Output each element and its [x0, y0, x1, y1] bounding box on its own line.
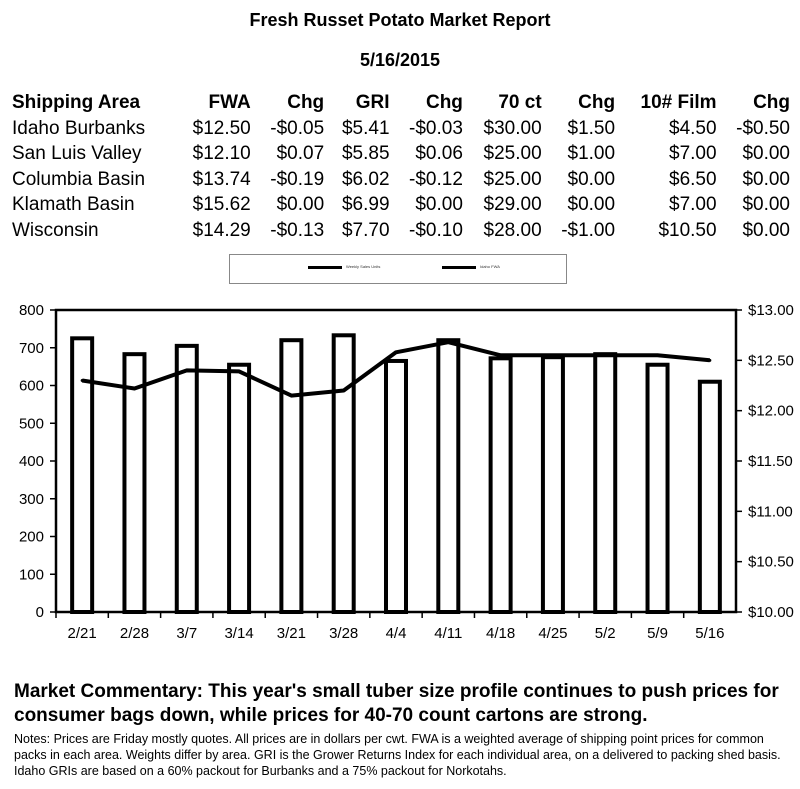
- price-cell: $14.29: [192, 219, 251, 241]
- price-cell: -$0.10: [409, 219, 463, 241]
- fwa-line-point: [708, 359, 711, 362]
- price-cell: $4.50: [669, 117, 717, 139]
- price-cell: $5.85: [341, 143, 390, 165]
- price-cell: $0.00: [567, 168, 616, 190]
- fwa-line-point: [185, 369, 188, 372]
- y-right-tick-label: $10.00: [748, 604, 794, 621]
- x-tick-label: 4/25: [538, 625, 568, 642]
- chart-legend: [229, 254, 567, 284]
- price-cell: $7.70: [341, 219, 390, 241]
- price-table-row: [10, 142, 792, 168]
- x-tick-label: 4/18: [486, 625, 516, 642]
- price-cell: $0.00: [415, 194, 463, 216]
- price-cell: -$1.00: [561, 219, 616, 241]
- fwa-line-point: [342, 389, 345, 392]
- x-tick-label: 4/11: [434, 625, 463, 642]
- legend-bar-label: Weekly Sales Units: [346, 264, 381, 269]
- x-tick-label: 5/2: [594, 625, 616, 642]
- bar: [700, 382, 720, 612]
- x-tick-label: 2/28: [119, 625, 150, 642]
- price-cell: $0.00: [742, 168, 790, 190]
- legend-line-swatch: [442, 266, 476, 269]
- price-cell: $1.00: [567, 143, 616, 165]
- x-tick-label: 5/9: [647, 625, 668, 642]
- price-cell: $29.00: [483, 194, 542, 216]
- y-right-tick-label: $12.00: [748, 402, 794, 420]
- price-cell: $25.00: [483, 143, 542, 165]
- price-table-header-row: [10, 90, 792, 116]
- price-cell: $0.00: [567, 194, 616, 216]
- y-left-tick-label: 0: [35, 604, 44, 621]
- y-right-tick-label: $11.50: [748, 453, 793, 470]
- bar: [334, 335, 354, 612]
- header-gri-chg: Chg: [425, 92, 463, 113]
- report-date: 5/16/2015: [359, 50, 441, 70]
- price-cell: -$0.13: [270, 219, 325, 241]
- y-right-tick-label: $12.50: [748, 352, 794, 370]
- price-cell: $25.00: [483, 168, 542, 190]
- x-tick-label: 2/21: [67, 625, 97, 642]
- header-fwa: FWA: [208, 92, 251, 113]
- bar: [648, 365, 668, 612]
- y-right-tick-label: $13.00: [748, 302, 794, 319]
- price-cell: $30.00: [483, 117, 542, 139]
- bar: [177, 346, 197, 612]
- fwa-line-point: [290, 394, 293, 397]
- bar: [124, 354, 144, 612]
- x-tick-label: 3/7: [176, 625, 198, 642]
- shipping-area-cell: Wisconsin: [12, 219, 99, 241]
- price-table-row: [10, 167, 792, 193]
- header-shipping-area: Shipping Area: [12, 92, 141, 113]
- shipping-area-cell: Idaho Burbanks: [12, 117, 146, 139]
- fwa-line-point: [656, 354, 659, 357]
- bar: [281, 340, 301, 612]
- price-cell: -$0.12: [409, 168, 463, 190]
- bar: [438, 340, 458, 612]
- price-cell: $1.50: [567, 117, 616, 139]
- header-70ct: 70 ct: [498, 92, 542, 113]
- shipping-area-cell: Klamath Basin: [12, 194, 135, 216]
- x-tick-label: 3/28: [329, 625, 359, 642]
- price-cell: $6.99: [341, 194, 390, 216]
- y-left-tick-label: 100: [18, 566, 44, 584]
- y-right-tick-label: $10.50: [748, 553, 794, 571]
- price-cell: -$0.03: [409, 117, 463, 139]
- bar: [229, 365, 249, 612]
- header-10film: 10# Film: [640, 92, 717, 113]
- bar: [491, 358, 511, 612]
- y-left-tick-label: 300: [18, 490, 44, 508]
- shipping-area-cell: Columbia Basin: [12, 168, 146, 190]
- header-gri: GRI: [355, 92, 390, 113]
- x-tick-label: 5/16: [695, 625, 725, 642]
- price-cell: $0.06: [415, 143, 463, 165]
- y-left-tick-label: 700: [18, 339, 44, 357]
- price-cell: $0.07: [276, 143, 325, 165]
- header-70ct-chg: Chg: [578, 92, 616, 113]
- price-cell: $6.50: [669, 168, 717, 190]
- x-tick-label: 3/14: [224, 625, 254, 642]
- legend-bar-swatch: [308, 266, 342, 269]
- y-left-tick-label: 800: [18, 302, 44, 319]
- price-cell: -$0.19: [270, 168, 325, 190]
- shipping-area-cell: San Luis Valley: [12, 143, 142, 165]
- fwa-line-point: [447, 341, 450, 344]
- fwa-line-point: [81, 379, 84, 382]
- price-cell: $12.10: [192, 143, 251, 165]
- price-table-row: [10, 218, 792, 244]
- bar: [386, 361, 406, 612]
- report-title: Fresh Russet Potato Market Report: [249, 10, 551, 30]
- price-cell: $5.41: [341, 117, 390, 139]
- price-table-row: [10, 193, 792, 219]
- price-cell: -$0.05: [270, 117, 325, 139]
- y-right-tick-label: $11.00: [748, 503, 793, 521]
- fwa-line-point: [499, 354, 502, 357]
- price-table: [10, 90, 792, 244]
- fwa-line-point: [133, 387, 136, 390]
- price-cell: $0.00: [742, 143, 790, 165]
- fwa-line-point: [238, 370, 241, 373]
- price-cell: $13.74: [192, 168, 251, 190]
- legend-line-label: Idaho FWA: [480, 264, 500, 269]
- price-cell: $7.00: [669, 143, 717, 165]
- x-tick-label: 4/4: [385, 625, 407, 642]
- fwa-line-point: [604, 354, 607, 357]
- price-cell: -$0.50: [736, 117, 790, 139]
- price-cell: $6.02: [341, 168, 390, 190]
- price-cell: $0.00: [276, 194, 325, 216]
- header-fwa-chg: Chg: [287, 92, 325, 113]
- header-10film-chg: Chg: [753, 92, 790, 113]
- fwa-line-point: [395, 351, 398, 354]
- price-cell: $7.00: [669, 194, 717, 216]
- price-cell: $12.50: [192, 117, 251, 139]
- notes: Notes: Prices are Friday mostly quotes. All prices are in dollars per cwt. FWA is a weighted average of shipping point prices for common packs in each area. Weights differ by area. GRI is the Grower Returns Index for each individual area, on a delivered to packing shed basis. Idaho GRIs are based on a 60% packout for Burbanks and a 75% packout for Norkotahs.: [14, 732, 781, 778]
- price-cell: $0.00: [742, 219, 790, 241]
- y-left-tick-label: 200: [18, 528, 44, 546]
- y-left-tick-label: 600: [18, 377, 44, 395]
- y-left-tick-label: 500: [18, 415, 44, 433]
- price-cell: $0.00: [742, 194, 790, 216]
- price-cell: $28.00: [483, 219, 542, 241]
- y-left-tick-label: 400: [18, 453, 44, 470]
- price-cell: $10.50: [658, 219, 717, 241]
- price-table-row: [10, 116, 792, 142]
- fwa-line-point: [551, 354, 554, 357]
- bar: [543, 357, 563, 612]
- price-cell: $15.62: [192, 194, 251, 216]
- market-commentary: Market Commentary: This year's small tuber size profile continues to push prices for consumer bags down, while prices for 40-70 count cartons are strong.: [14, 681, 779, 726]
- bar: [595, 354, 615, 612]
- x-tick-label: 3/21: [276, 625, 306, 642]
- combo-chart: [0, 290, 800, 650]
